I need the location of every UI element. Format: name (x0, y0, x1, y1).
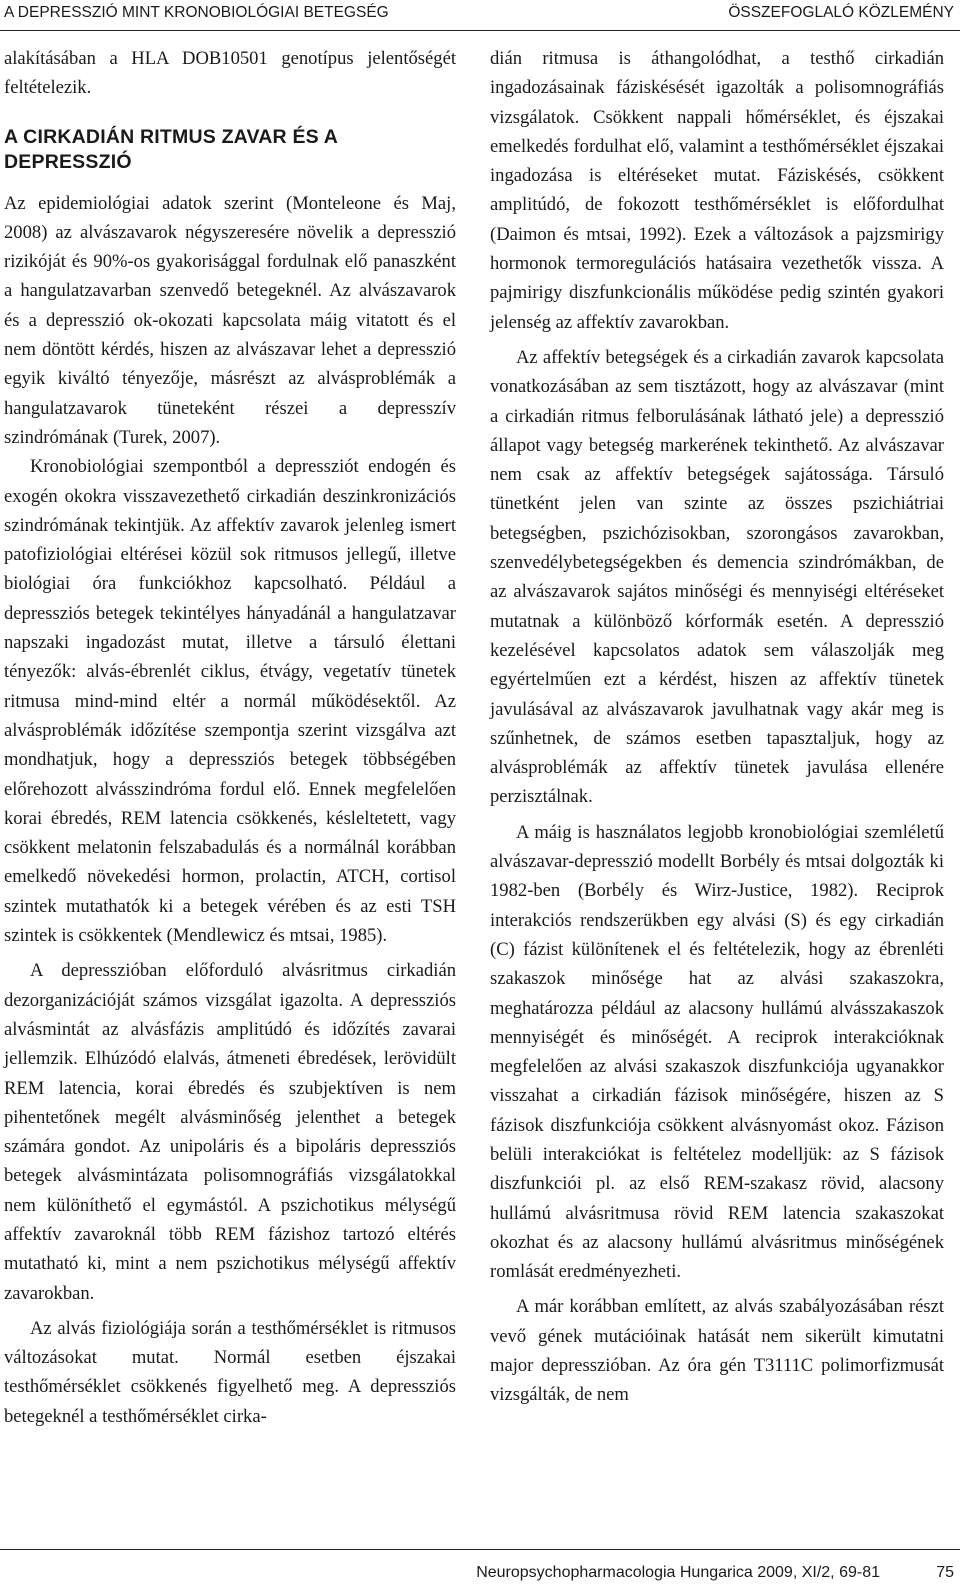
paragraph: A depresszióban előforduló alvásritmus cirkadián dezorganizációját számos vizsgálat igazolta. A depressziós alvásmintát az alvásfázis amplitúdó és időzítés zavarai jellemzik. Elhúzódó elalvás, átmeneti ébredések, lerövidült REM latencia, korai ébredés és szubjektíven is nem pihentetőnek megélt alvásminőség jelenthet a betegek számára gondot. Az unipoláris és a bipoláris depressziós betegek alvásmintázata polisomnográfiás vizsgálatokkal nem különíthető el egymástól. A pszichotikus mélységű affektív zavaroknál több REM fázishoz tartozó eltérés mutatható ki, mint a nem pszichotikus mélységű affektív zavarokban. (4, 960, 456, 1304)
page-number: 75 (936, 1564, 954, 1581)
journal-citation: Neuropsychopharmacologia Hungarica 2009, XI/2, 69-81 (476, 1564, 880, 1581)
paragraph: Az affektív betegségek és a cirkadián zavarok kapcsolata vonatkozásában az sem tisztázott, hogy az alvászavar (mint a cirkadián ritmus felborulásának látható jele) a depresszió állapot vagy betegség markerének tekinthető. Az alvászavar nem csak az affektív betegségek sajátossága. Társuló tünetként jelen van szinte az összes pszichiátriai betegségben, pszichózisokban, szorongásos zavarokban, szenvedélybetegségekben és demencia szindrómákban, de az alvászavarok sajátos minőségi és mennyiségi eltéréseket mutatnak a különböző kórformák esetén. A depresszió kezelésével kapcsolatos adatok sem válaszolják meg egyértelműen ezt a kérdést, hiszen az affektív tünetek javulásával az alvászavarok javulhatnak vagy akár meg is szűnhetnek, de számos esetben tapasztaljuk, hogy az alvásproblémák az affektív tünetek javulása ellenére perzisztálnak. (490, 346, 944, 808)
header-section-title: A DEPRESSZIÓ MINT KRONOBIOLÓGIAI BETEGSÉG (4, 4, 389, 21)
header-article-type: ÖSSZEFOGLALÓ KÖZLEMÉNY (728, 4, 954, 21)
paragraph: A már korábban említett, az alvás szabályozásában részt vevő gének mutációinak hatását nem sikerült kimutatni major depresszióban. Az óra gén T3111C polimorfizmusát vizsgálták, de nem (490, 1296, 944, 1406)
paragraph: Az alvás fiziológiája során a testhőmérséklet is ritmusos változásokat mutat. Normál esetben éjszakai testhőmérséklet csökkenés figyelhető meg. A depressziós betegeknél a testhőmérséklet cirka- (4, 1317, 456, 1427)
paragraph: Az epidemiológiai adatok szerint (Monteleone és Maj, 2008) az alvászavarok négyszeresére növelik a depresszió rizikóját és 90%-os gyakorisággal fordulnak elő panaszként a hangulatzavarban szenvedő betegeknél. Az alvászavarok és a depresszió ok-okozati kapcsolata máig vitatott és el nem döntött kérdés, hiszen az alvászavar lehet a depresszió egyik kiváltó tényezője, másrészt az alvásproblémák a hangulatzavarok tüneteként részei a depresszív szindrómának (Turek, 2007). (4, 192, 456, 448)
left-column (4, 44, 456, 1431)
paragraph-continuation: alakításában a HLA DOB10501 genotípus jelentőségét feltételezik. (4, 48, 456, 99)
paragraph: A máig is használatos legjobb kronobiológiai szemléletű alvászavar-depresszió modellt Borbély és mtsai dolgozták ki 1982-ben (Borbély és Wirz-Justice, 1982). Reciprok interakciós rendszerükben egy alvási (S) és egy cirkadián (C) fázist különítenek el és feltételezik, hogy az ébrenléti szakaszok minősége hat az alvási szakaszokra, meghatározza például az alacsony hullámú alvásszakaszok mennyiségét és minőségét. A reciprok interakcióknak megfelelően az alvási szakaszok diszfunkciója ugyanakkor visszahat a cirkadián fázisok minőségére, hiszen az S fázisok diszfunkciója csökkent alvásnyomást okoz. Fázison belüli interakciókat is feltételez modelljük: az S fázisok diszfunkciói pl. az első REM-szakasz rövid, alacsony hullámú alvásritmusa rövid REM latencia szakaszokat okozhat és az alacsony hullámú alvásritmus minőségének romlását eredményezheti. (490, 821, 944, 1283)
running-footer (0, 1549, 960, 1596)
paragraph-continuation: dián ritmusa is áthangolódhat, a testhő cirkadián ingadozásainak fáziskésését igazolták a polisomnográfiás vizsgálatok. Csökkent nappali hőmérséklet, és éjszakai emelkedés fordulhat elő, valamint a testhőmérséklet éjszakai ingadozása is eltéréseket mutat. Fáziskésés, csökkent amplitúdó, de fokozott testhőmérséklet is előfordulhat (Daimon és mtsai, 1992). Ezek a változások a pajzsmirigy hormonok termoregulációs hatásaira vezethetők vissza. A pajmirigy diszfunkcionális működése pedig szintén gyakori jelenség az affektív zavarokban. (490, 48, 944, 333)
running-header (0, 0, 960, 31)
right-column (490, 44, 944, 1410)
paragraph: Kronobiológiai szempontból a depressziót endogén és exogén okokra visszavezethető cirkadián deszinkronizációs szindrómának tekintjük. Az affektív zavarok jelenleg ismert patofiziológiai eltérései közül sok ritmusos jellegű, illetve biológiai óra funkciókhoz kapcsolható. Például a depressziós betegek tekintélyes hányadánál a hangulatzavar napszaki ingadozást mutat, illetve a társuló élettani tényezők: alvás-ébrenlét ciklus, étvágy, vegetatív tünetek ritmusa mind-mind eltér a normál működésektől. Az alvásproblémák időzítése szempontja szerint vizsgálva azt mondhatjuk, hogy a depressziós betegek többségében előrehozott alvásszindróma fordul elő. Ennek megfelelően korai ébredés, REM latencia csökkenés, késleltetett, vagy csökkent melatonin felszabadulás és a normálnál korábban emelkedő növekedési hormon, prolactin, ATCH, cortisol szintek mutathatók ki a betegek vérében és az esti TSH szintek is csökkentek (Mendlewicz és mtsai, 1985). (4, 456, 456, 947)
section-heading: A CIRKADIÁN RITMUS ZAVAR ÉS A DEPRESSZIÓ (4, 125, 338, 173)
